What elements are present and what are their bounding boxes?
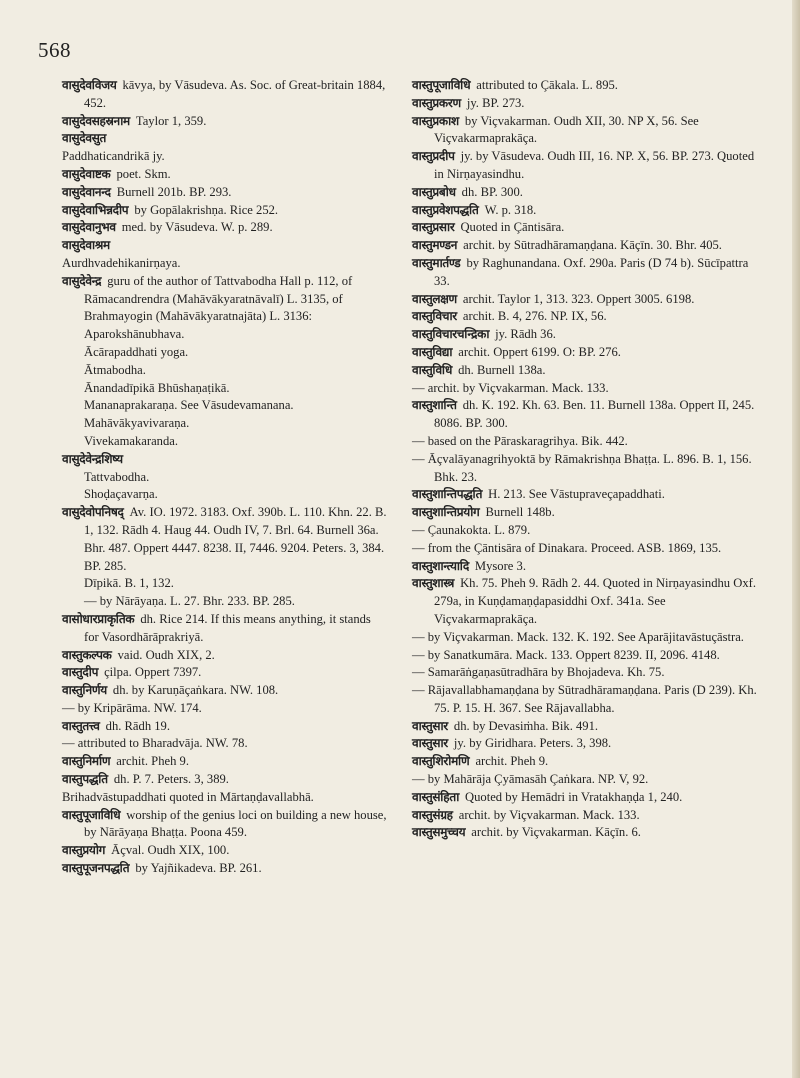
entry-headword: वास्तुकल्पक <box>62 647 112 662</box>
entry-headword: वास्तुविचार <box>412 309 457 324</box>
index-entry <box>412 735 767 753</box>
entry-headword: वास्तुविचारचन्द्रिका <box>412 327 490 342</box>
entry-text: jy. by Giridhara. Peters. 3, 398. <box>453 736 612 751</box>
entry-headword: वास्तुदीप <box>62 665 99 680</box>
entry-text: archit. Pheh 9. <box>475 754 549 769</box>
sub-entry: — archit. by Viçvakarman. Mack. 133. <box>412 380 609 395</box>
work-title: Ānandadīpikā Bhūshaṇaṭikā. <box>84 380 230 395</box>
work-title: — by Nārāyaṇa. L. 27. Bhr. 233. BP. 285. <box>84 594 295 609</box>
index-entry <box>412 113 767 149</box>
left-column <box>62 77 387 878</box>
sub-entry: — Çaunakokta. L. 879. <box>412 522 531 537</box>
index-entry <box>412 397 767 433</box>
entry-headword: वासोधारप्राकृतिक <box>62 611 135 626</box>
index-entry <box>412 789 767 807</box>
entry-headword: वास्तुप्रबोध <box>412 184 456 199</box>
index-entry <box>412 77 767 95</box>
index-entry <box>412 807 767 825</box>
entry-headword: वास्तुप्रसार <box>412 220 455 235</box>
entry-headword: वास्तुविधि <box>412 362 453 377</box>
entry-text: archit. by Viçvakarman. Mack. 133. <box>458 807 640 822</box>
entry-headword: वासुदेवाभिन्नदीप <box>62 202 129 217</box>
entry-text: Burnell 148b. <box>485 505 555 520</box>
index-entry <box>412 504 767 522</box>
index-entry <box>412 237 767 255</box>
index-entry <box>62 860 387 878</box>
index-entry <box>62 219 387 237</box>
entry-headword: वासुदेवेन्द्र <box>62 273 102 288</box>
index-entry <box>62 842 387 860</box>
sub-entry: Brihadvāstupaddhati quoted in Mārtaṇḍavallabhā. <box>62 789 314 804</box>
sub-entry: — by Viçvakarman. Mack. 132. K. 192. See Aparājitavāstuçāstra. <box>412 629 744 644</box>
entry-text: W. p. 318. <box>484 202 537 217</box>
sub-entry: — by Kripārāma. NW. 174. <box>62 700 202 715</box>
entry-headword: वास्तुपद्धति <box>62 772 108 787</box>
entry-headword: वास्तुशास्त्र <box>412 576 455 591</box>
entry-headword: वासुदेवानुभव <box>62 220 116 235</box>
sub-entry: — attributed to Bharadvāja. NW. 78. <box>62 736 248 751</box>
entry-text: dh. Rādh 19. <box>105 718 171 733</box>
entry-headword: वास्तुशान्तिपद्धति <box>412 487 483 502</box>
work-title: Ācārapaddhati yoga. <box>84 344 189 359</box>
entry-headword: वास्तुसार <box>412 736 448 751</box>
entry-text: by Viçvakarman. Oudh XII, 30. NP X, 56. See Viçvakarmaprakāça. <box>434 113 699 146</box>
entry-text: Burnell 201b. BP. 293. <box>116 184 232 199</box>
index-entry <box>412 255 767 291</box>
entry-headword: वास्तुतत्त्व <box>62 718 100 733</box>
work-title: Shoḍaçavarṇa. <box>84 487 158 502</box>
index-entry <box>412 558 767 576</box>
index-entry <box>62 77 387 113</box>
sub-entry: — based on the Pāraskaragrihya. Bik. 442. <box>412 433 628 448</box>
entry-text: archit. by Viçvakarman. Kāçīn. 6. <box>471 825 641 840</box>
index-entry <box>412 95 767 113</box>
entry-text: archit. Oppert 6199. O: BP. 276. <box>458 344 621 359</box>
index-entry <box>412 202 767 220</box>
entry-headword: वास्तुशान्तिप्रयोग <box>412 505 480 520</box>
entry-text: jy. BP. 273. <box>466 95 525 110</box>
sub-entry: — Rājavallabhamaṇḍana by Sūtradhāramaṇḍana. Paris (D 239). Kh. 75. P. 15. H. 367. See Rājavallabha. <box>412 683 757 715</box>
index-entry <box>412 824 767 842</box>
index-entry <box>412 718 767 736</box>
index-entry <box>412 362 767 380</box>
index-entry <box>62 682 387 700</box>
index-entry <box>62 166 387 184</box>
index-entry <box>62 504 387 575</box>
index-entry <box>62 113 387 131</box>
sub-entry: — by Mahārāja Çyāmasāh Çaṅkara. NP. V, 92. <box>412 772 649 787</box>
entry-text: çilpa. Oppert 7397. <box>104 665 202 680</box>
entry-headword: वास्तुप्रकरण <box>412 95 461 110</box>
index-entry <box>62 664 387 682</box>
work-title: Dīpikā. B. 1, 132. <box>84 576 174 591</box>
entry-text: by Yajñikadeva. BP. 261. <box>135 861 262 876</box>
index-entry <box>62 451 387 469</box>
entry-headword: वास्तुनिर्णय <box>62 683 107 698</box>
entry-text: worship of the genius loci on building a new house, by Nārāyaṇa Bhaṭṭa. Poona 459. <box>84 807 387 840</box>
entry-headword: वास्तुप्रकाश <box>412 113 459 128</box>
entry-headword: वास्तुप्रयोग <box>62 843 106 858</box>
sub-entry: — Āçvalāyanagrihyoktā by Rāmakrishṇa Bhaṭṭa. L. 896. B. 1, 156. Bhk. 23. <box>412 451 752 484</box>
entry-text: dh. by Karuṇāçaṅkara. NW. 108. <box>112 683 279 698</box>
entry-headword: वासुदेवसुत <box>62 131 107 146</box>
page-edge <box>792 0 800 1078</box>
entry-headword: वास्तुशान्ति <box>412 398 457 413</box>
entry-text: guru of the author of Tattvabodha Hall p. 112, of Rāmacandrendra (Mahāvākyaratnāvalī) L. 3135, of Brahmayogin (Mahāvākyaratnajāta) L. 3136: <box>84 273 353 324</box>
entry-headword: वासुदेवोपनिषद् <box>62 505 124 520</box>
entry-text: dh. by Devasiṁha. Bik. 491. <box>453 718 599 733</box>
right-column <box>412 77 767 842</box>
entry-headword: वास्तुप्रदीप <box>412 149 455 164</box>
index-entry <box>62 184 387 202</box>
entry-text: vaid. Oudh XIX, 2. <box>117 647 215 662</box>
entry-headword: वास्तुलक्षण <box>412 291 457 306</box>
entry-text: Quoted in Çāntisāra. <box>460 220 565 235</box>
index-entry <box>412 148 767 184</box>
entry-text: dh. Burnell 138a. <box>458 362 546 377</box>
entry-text: Av. IO. 1972. 3183. Oxf. 390b. L. 110. Khn. 22. B. 1, 132. Rādh 4. Haug 44. Oudh IV, 7. Brl. 64. Burnell 36a. Bhr. 487. Oppert 4447. 8238. II, 7446. 9204. Peters. 3, 384. BP. 285. <box>84 505 387 573</box>
entry-headword: वास्तुमण्डन <box>412 238 458 253</box>
entry-headword: वासुदेवाश्रम <box>62 238 110 253</box>
entry-headword: वासुदेवानन्द <box>62 184 111 199</box>
index-entry <box>62 647 387 665</box>
entry-text: archit. by Sūtradhāramaṇḍana. Kāçīn. 30. Bhr. 405. <box>463 238 722 253</box>
entry-text: Āçval. Oudh XIX, 100. <box>111 843 230 858</box>
work-title: Mahāvākyavivaraṇa. <box>84 416 190 431</box>
index-entry <box>62 237 387 255</box>
entry-headword: वास्तुसंहिता <box>412 789 460 804</box>
entry-text: archit. Taylor 1, 313. 323. Oppert 3005. 6198. <box>462 291 695 306</box>
index-entry <box>62 753 387 771</box>
work-title: Mananaprakaraṇa. See Vāsudevamanana. <box>84 398 294 413</box>
entry-text: jy. Rādh 36. <box>495 327 556 342</box>
index-entry <box>412 184 767 202</box>
entry-text: Mysore 3. <box>474 558 526 573</box>
entry-text: H. 213. See Vāstupraveçapaddhati. <box>488 487 665 502</box>
entry-headword: वासुदेवविजय <box>62 78 117 92</box>
index-entry <box>412 753 767 771</box>
sub-entry: — from the Çāntisāra of Dinakara. Proceed. ASB. 1869, 135. <box>412 540 722 555</box>
entry-text: by Gopālakrishṇa. Rice 252. <box>134 202 279 217</box>
entry-text: archit. B. 4, 276. NP. IX, 56. <box>462 309 607 324</box>
index-entry <box>62 273 387 326</box>
index-entry <box>412 486 767 504</box>
index-entry <box>412 326 767 344</box>
entry-headword: वास्तुपूजाविधि <box>412 78 471 92</box>
index-entry <box>62 130 387 148</box>
sub-entry: Paddhaticandrikā jy. <box>62 149 165 164</box>
entry-headword: वासुदेवेन्द्रशिष्य <box>62 451 123 466</box>
entry-headword: वास्तुपूजनपद्धति <box>62 861 130 876</box>
work-title: Vivekamakaranda. <box>84 433 178 448</box>
sub-entry: — by Sanatkumāra. Mack. 133. Oppert 8239. II, 2096. 4148. <box>412 647 720 662</box>
index-entry <box>62 202 387 220</box>
index-entry <box>62 771 387 789</box>
entry-headword: वास्तुविद्या <box>412 344 453 359</box>
work-title: Ātmabodha. <box>84 362 146 377</box>
sub-entry: — Samarāṅgaṇasūtradhāra by Bhojadeva. Kh. 75. <box>412 665 665 680</box>
index-entry <box>62 611 387 647</box>
entry-text: jy. by Vāsudeva. Oudh III, 16. NP. X, 56. BP. 273. Quoted in Nirṇayasindhu. <box>434 149 755 181</box>
index-entry <box>412 308 767 326</box>
entry-headword: वास्तुशिरोमणि <box>412 754 470 769</box>
entry-text: Quoted by Hemādri in Vratakhaṇḍa 1, 240. <box>465 789 683 804</box>
entry-text: dh. Rice 214. If this means anything, it stands for Vasordhārāprakriyā. <box>84 611 371 644</box>
entry-headword: वास्तुनिर्माण <box>62 754 111 769</box>
entry-headword: वास्तुसंग्रह <box>412 807 453 822</box>
entry-headword: वास्तुप्रवेशपद्धति <box>412 202 479 217</box>
entry-headword: वासुदेवसहस्रनाम <box>62 113 130 128</box>
index-entry <box>412 344 767 362</box>
entry-text: by Raghunandana. Oxf. 290a. Paris (D 74 b). Sūcīpattra 33. <box>434 255 749 288</box>
entry-headword: वास्तुशान्त्यादि <box>412 558 469 573</box>
entry-text: dh. K. 192. Kh. 63. Ben. 11. Burnell 138a. Oppert II, 245. 8086. BP. 300. <box>434 398 755 431</box>
work-title: Aparokshānubhava. <box>84 327 185 342</box>
entry-text: kāvya, by Vāsudeva. As. Soc. of Great-britain 1884, 452. <box>84 78 386 110</box>
entry-headword: वास्तुमार्तण्ड <box>412 255 461 270</box>
entry-text: Kh. 75. Pheh 9. Rādh 2. 44. Quoted in Nirṇayasindhu Oxf. 279a, in Kuṇḍamaṇḍapasiddhi Oxf. 341a. See Viçvakarmaprakāça. <box>434 576 756 626</box>
entry-headword: वास्तुसार <box>412 718 448 733</box>
entry-text: med. by Vāsudeva. W. p. 289. <box>121 220 273 235</box>
entry-text: dh. BP. 300. <box>461 184 523 199</box>
entry-text: Taylor 1, 359. <box>135 113 207 128</box>
page-number: 568 <box>38 38 71 62</box>
entry-headword: वास्तुपूजाविधि <box>62 807 121 822</box>
index-entry <box>62 718 387 736</box>
index-entry <box>62 807 387 843</box>
index-entry <box>412 291 767 309</box>
index-entry <box>412 575 767 628</box>
entry-text: archit. Pheh 9. <box>116 754 189 769</box>
entry-text: attributed to Çākala. L. 895. <box>476 78 618 92</box>
entry-headword: वासुदेवाष्टक <box>62 166 111 181</box>
work-title: Tattvabodha. <box>84 469 150 484</box>
sub-entry: Aurdhvadehikanirṇaya. <box>62 255 181 270</box>
entry-text: poet. Skm. <box>116 166 171 181</box>
entry-text: dh. P. 7. Peters. 3, 389. <box>113 772 229 787</box>
index-entry <box>412 219 767 237</box>
entry-headword: वास्तुसमुच्चय <box>412 825 466 840</box>
